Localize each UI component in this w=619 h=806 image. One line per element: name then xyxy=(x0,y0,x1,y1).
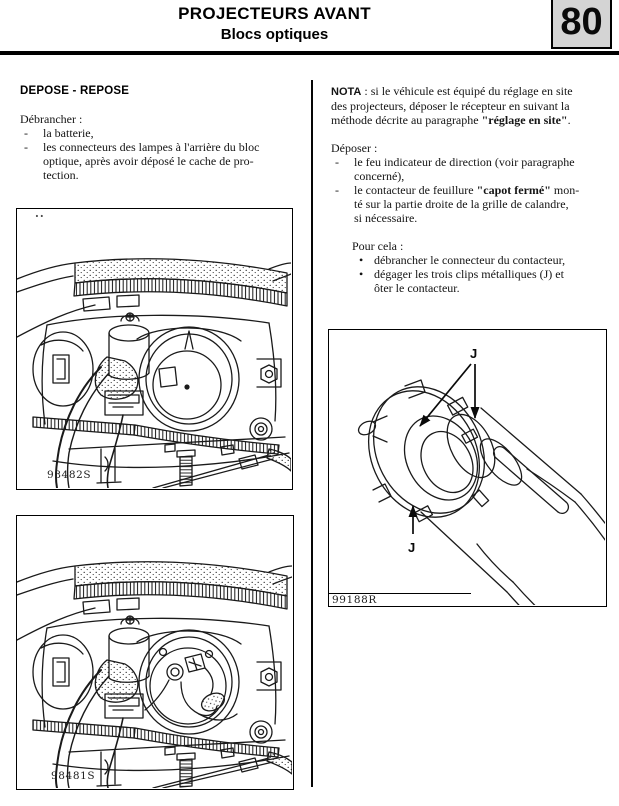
callout-j-top: J xyxy=(470,346,478,361)
deposer-intro: Déposer : xyxy=(331,141,378,155)
list-item: - le feu indicateur de direction (voir paragraphe concerné), xyxy=(331,155,613,183)
list-marker: - xyxy=(24,126,28,140)
debrancher-list xyxy=(20,126,305,182)
callout-j-bottom: J xyxy=(408,540,416,555)
list-item: • débrancher le connecteur du contacteur, xyxy=(352,253,613,267)
list-item: - le contacteur de feuillure "capot fermé" mon- té sur la partie droite de la grille de calandre, si nécessaire. xyxy=(331,183,613,225)
list-item: - les connecteurs des lampes à l'arrière du bloc optique, après avoir déposé le cache de pro- tection. xyxy=(20,140,305,182)
stray-mark: .. xyxy=(35,207,45,220)
debrancher-intro: Débrancher : xyxy=(20,112,83,126)
page-subtitle: Blocs optiques xyxy=(220,26,329,43)
section-heading: DEPOSE - REPOSE xyxy=(20,85,130,97)
right-column xyxy=(331,84,613,295)
list-marker: - xyxy=(335,155,339,169)
list-marker: • xyxy=(359,267,364,281)
spacer xyxy=(20,98,305,112)
figure-label: 98481S xyxy=(51,770,96,782)
spacer xyxy=(331,225,613,239)
column-divider xyxy=(311,80,313,787)
pour-cela-list xyxy=(352,253,613,295)
pour-cela-intro: Pour cela : xyxy=(352,239,404,253)
spacer xyxy=(331,127,613,141)
chapter-number: 80 xyxy=(560,1,603,43)
figure-label: 99188R xyxy=(332,594,377,606)
deposer-list xyxy=(331,155,613,225)
chapter-number-box xyxy=(551,0,612,49)
list-marker: • xyxy=(359,253,364,267)
figure-headlamp-rear-cover-off xyxy=(16,515,294,790)
pour-cela-block xyxy=(352,239,613,295)
figure-headlamp-rear-cover-on xyxy=(16,208,293,490)
list-marker: - xyxy=(24,140,28,154)
left-column xyxy=(20,84,305,182)
figure-label: 98482S xyxy=(47,469,92,481)
page-title: PROJECTEURS AVANT xyxy=(178,4,371,23)
headlamp-rear-drawing-cover-off xyxy=(17,516,292,788)
figure-contactor-capot-ferme xyxy=(328,329,607,607)
headlamp-rear-drawing-cover-on xyxy=(17,209,291,488)
header-rule xyxy=(0,51,619,55)
page-header xyxy=(0,3,549,44)
nota-paragraph: NOTA : si le véhicule est équipé du réglage en site des projecteurs, déposer le récepteur en suivant la méthode décrite au paragraphe "réglage en site". xyxy=(331,84,573,127)
list-item: - la batterie, xyxy=(20,126,305,140)
list-marker: - xyxy=(335,183,339,197)
list-item: • dégager les trois clips métalliques (J) et ôter le contacteur. xyxy=(352,267,613,295)
contactor-drawing xyxy=(329,330,605,605)
